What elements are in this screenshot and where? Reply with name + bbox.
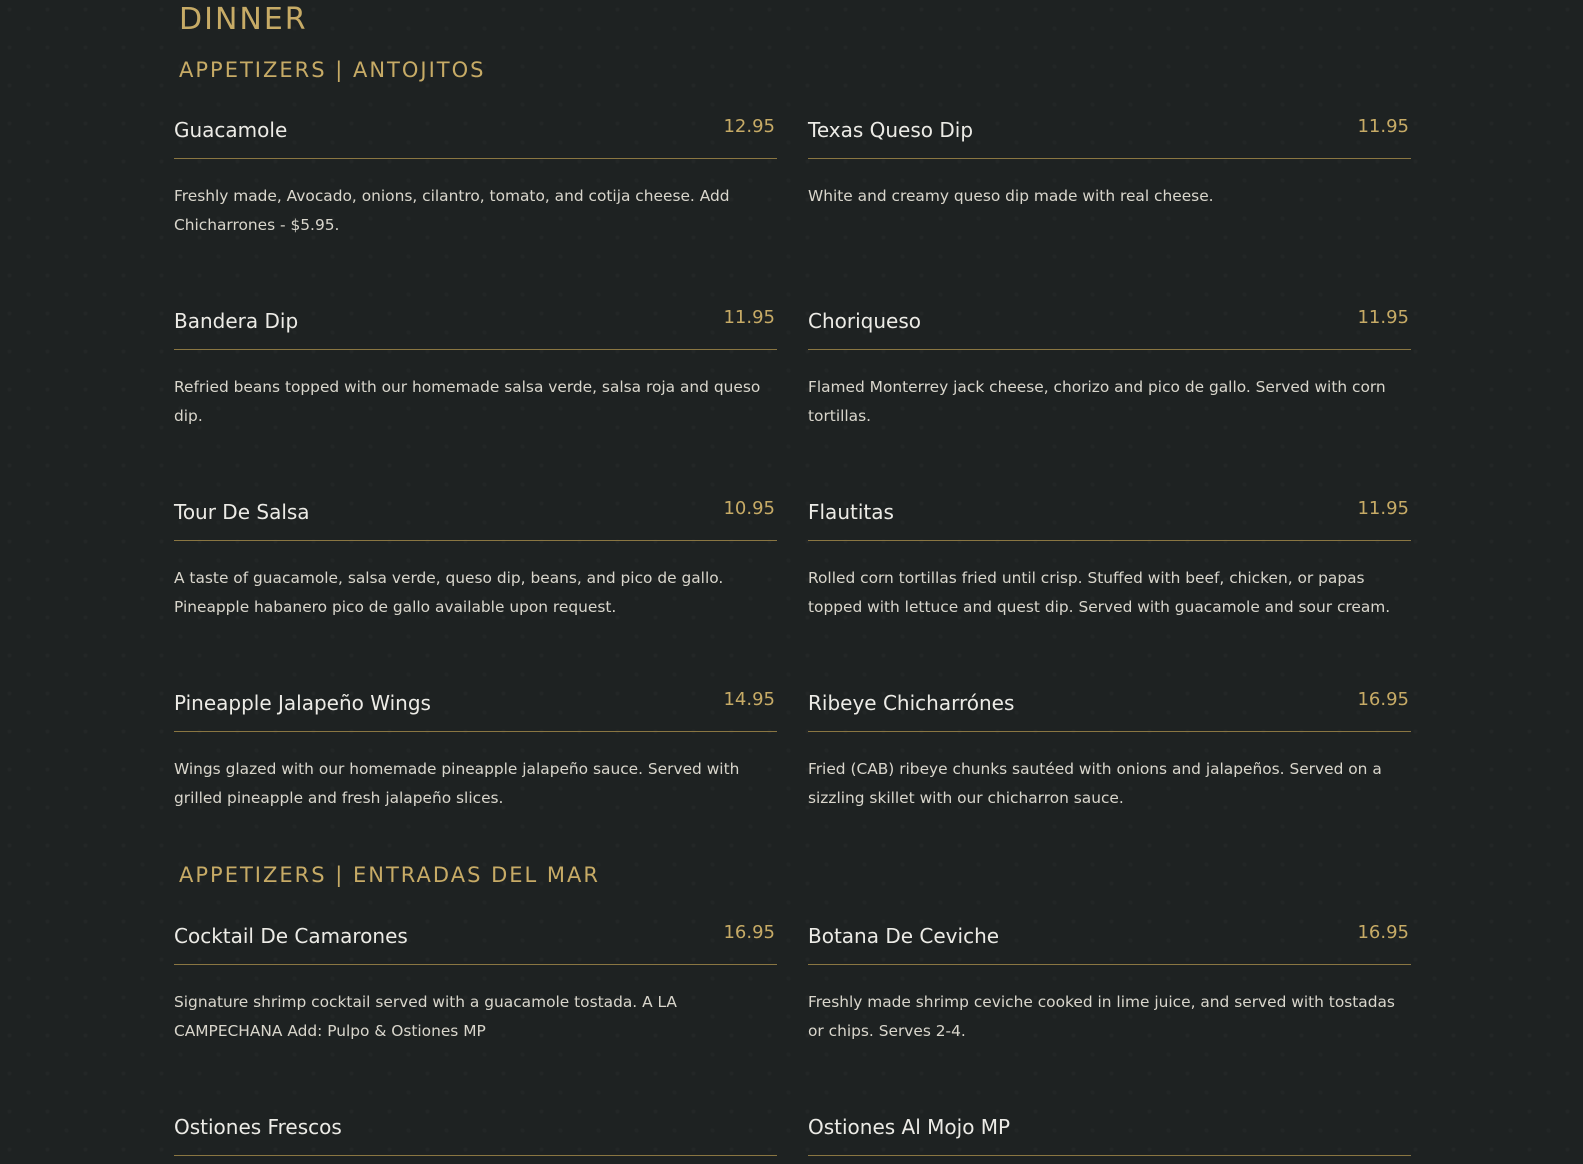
menu-item-ostiones-al-mojo	[808, 1113, 1411, 1156]
item-price: 11.95	[1357, 116, 1409, 137]
item-price: 11.95	[1357, 307, 1409, 328]
item-description: Freshly made, Avocado, onions, cilantro, tomato, and cotija cheese. Add Chicharrones - $5.95.	[174, 187, 730, 234]
item-description: Freshly made shrimp ceviche cooked in lime juice, and served with tostadas or chips. Serves 2-4.	[808, 993, 1395, 1040]
menu-item-choriqueso	[808, 307, 1411, 430]
menu-item-bandera-dip	[174, 307, 777, 430]
item-name: Texas Queso Dip	[808, 118, 974, 142]
item-description: A taste of guacamole, salsa verde, queso dip, beans, and pico de gallo. Pineapple habanero pico de gallo available upon request.	[174, 569, 724, 616]
item-price: 16.95	[1357, 922, 1409, 943]
menu-item-flautitas	[808, 498, 1411, 621]
item-name: Botana De Ceviche	[808, 924, 1000, 948]
item-description: Signature shrimp cocktail served with a guacamole tostada. A LA CAMPECHANA Add: Pulpo & Ostiones MP	[174, 993, 677, 1040]
item-name: Guacamole	[174, 118, 288, 142]
item-price: 16.95	[723, 922, 775, 943]
item-description: White and creamy queso dip made with real cheese.	[808, 187, 1214, 205]
item-price: 11.95	[1357, 498, 1409, 519]
item-description: Flamed Monterrey jack cheese, chorizo and pico de gallo. Served with corn tortillas.	[808, 378, 1386, 425]
item-price: 16.95	[1357, 689, 1409, 710]
item-name: Pineapple Jalapeño Wings	[174, 691, 431, 715]
item-price: 12.95	[723, 116, 775, 137]
item-name: Bandera Dip	[174, 309, 299, 333]
item-name: Ostiones Frescos	[174, 1115, 342, 1139]
menu-item-ribeye-chicharrones	[808, 689, 1411, 812]
item-name: Ribeye Chicharrónes	[808, 691, 1015, 715]
menu-item-tour-de-salsa	[174, 498, 777, 621]
item-name: Tour De Salsa	[174, 500, 310, 524]
item-description: Rolled corn tortillas fried until crisp. Stuffed with beef, chicken, or papas topped with lettuce and quest dip. Served with guacamole and sour cream.	[808, 569, 1391, 616]
menu-item-cocktail-de-camarones	[174, 922, 777, 1045]
item-description: Fried (CAB) ribeye chunks sautéed with onions and jalapeños. Served on a sizzling skillet with our chicharron sauce.	[808, 760, 1382, 807]
item-name: Flautitas	[808, 500, 894, 524]
item-description: Wings glazed with our homemade pineapple jalapeño sauce. Served with grilled pineapple and fresh jalapeño slices.	[174, 760, 740, 807]
menu-title: DINNER	[179, 2, 308, 37]
item-price: 14.95	[723, 689, 775, 710]
menu-item-pineapple-jalapeno-wings	[174, 689, 777, 812]
item-name: Cocktail De Camarones	[174, 924, 408, 948]
menu-item-texas-queso-dip	[808, 116, 1411, 211]
menu-item-botana-de-ceviche	[808, 922, 1411, 1045]
item-price: 11.95	[723, 307, 775, 328]
menu-item-ostiones-frescos	[174, 1113, 777, 1156]
menu-item-guacamole	[174, 116, 777, 239]
section-heading-antojitos: APPETIZERS | ANTOJITOS	[179, 58, 486, 82]
item-price: 10.95	[723, 498, 775, 519]
item-name: Choriqueso	[808, 309, 921, 333]
item-description: Refried beans topped with our homemade salsa verde, salsa roja and queso dip.	[174, 378, 761, 425]
section-heading-entradas-del-mar: APPETIZERS | ENTRADAS DEL MAR	[179, 863, 600, 887]
item-name: Ostiones Al Mojo MP	[808, 1115, 1011, 1139]
